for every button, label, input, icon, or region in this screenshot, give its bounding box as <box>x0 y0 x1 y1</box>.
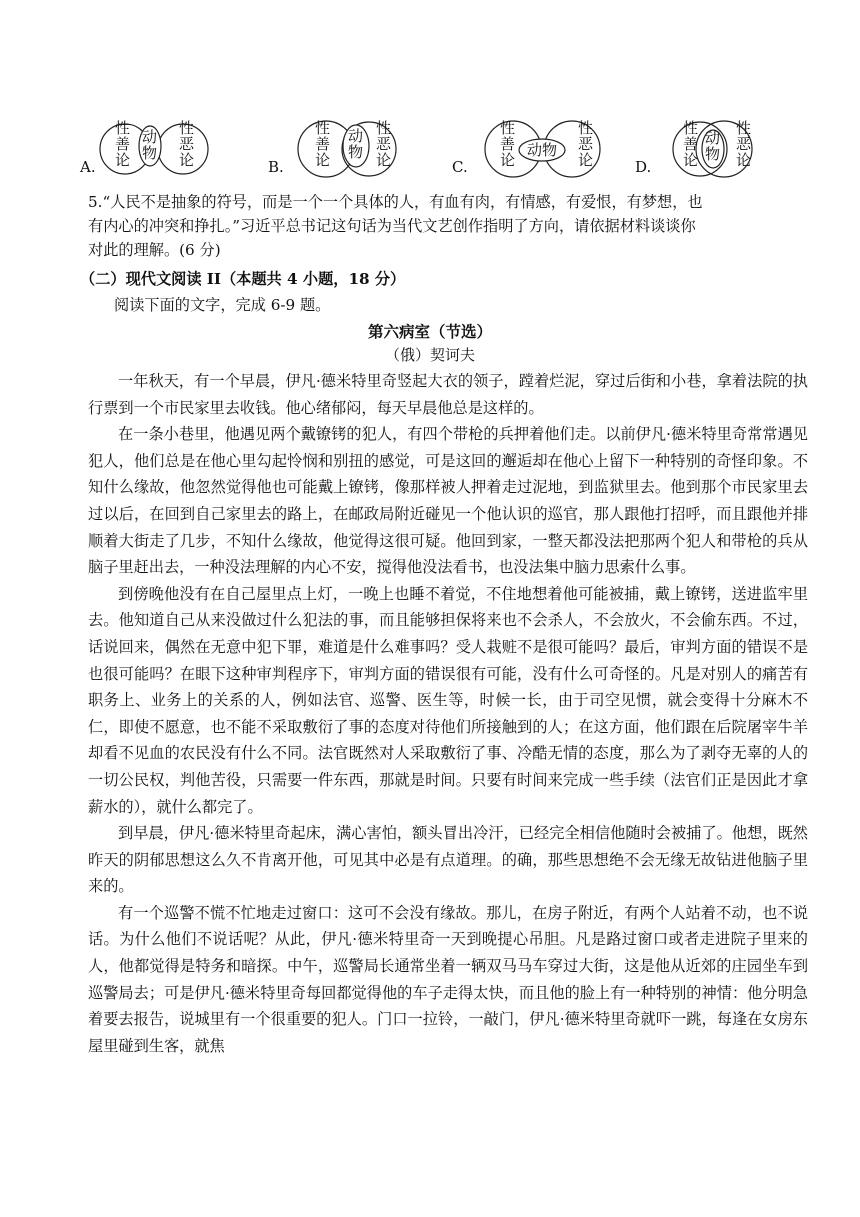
option-letter: C. <box>452 158 468 176</box>
article-body <box>88 368 808 1059</box>
option-b <box>268 114 408 184</box>
venn-right-label: 性恶论 <box>578 119 594 169</box>
venn-mid-label: 动物 <box>527 141 558 159</box>
venn-left-label: 性善论 <box>683 119 699 169</box>
venn-left-label: 性善论 <box>115 119 131 169</box>
venn-left-label: 性善论 <box>500 119 516 169</box>
venn-diagram-c <box>470 114 594 184</box>
article-title: 第六病室（节选） <box>367 322 492 341</box>
venn-mid-label: 动物 <box>348 127 364 161</box>
option-d <box>635 114 775 184</box>
reading-instruction: 阅读下面的文字，完成 6-9 题。 <box>114 296 331 314</box>
article-author: （俄）契诃夫 <box>384 346 475 364</box>
venn-right-label: 性恶论 <box>376 119 392 169</box>
venn-mid-label: 动物 <box>705 129 721 163</box>
answer-options-row <box>80 114 780 184</box>
option-letter: D. <box>635 158 652 176</box>
section-heading: （二）现代文阅读 II（本题共 4 小题，18 分） <box>80 270 406 288</box>
question-5-line: 有内心的冲突和挣扎。”习近平总书记这句话为当代文艺创作指明了方向，请依据材料谈谈你 <box>88 217 696 235</box>
question-5 <box>88 190 808 262</box>
article-paragraph: 在一条小巷里，他遇见两个戴镣铐的犯人，有四个带枪的兵押着他们走。以前伊凡·德米特里奇常常遇见犯人，他们总是在他心里勾起怜悯和别扭的感觉，可是这回的邂逅却在他心上留下一种特别的奇怪印象。不知什么缘故，他忽然觉得他也可能戴上镣铐，像那样被人押着走过泥地，到监狱里去。他到那个市民家里去过以后，在回到自己家里去的路上，在邮政局附近碰见一个他认识的巡官，那人跟他打招呼，而且跟他并排顺着大街走了几步，不知什么缘故，他觉得这很可疑。他回到家，一整天都没法把那两个犯人和带枪的兵从脑子里赶出去，一种没法理解的内心不安，搅得他没法看书，也没法集中脑力思索什么事。 <box>88 425 808 577</box>
article-paragraph: 到早晨，伊凡·德米特里奇起床，满心害怕，额头冒出冷汗，已经完全相信他随时会被捕了。他想，既然昨天的阴郁思想这么久不肯离开他，可见其中必是有点道理。的确，那些思想绝不会无缘无故钻进他脑子里来的。 <box>88 824 808 896</box>
question-5-line: 对此的理解。(6 分) <box>88 241 221 259</box>
venn-left-label: 性善论 <box>315 119 331 169</box>
option-a <box>80 114 220 184</box>
venn-diagram-a <box>98 114 208 184</box>
article-paragraph: 到傍晚他没有在自己屋里点上灯，一晚上也睡不着觉，不住地想着他可能被捕，戴上镣铐，送进监牢里去。他知道自己从来没做过什么犯法的事，而且能够担保将来也不会杀人，不会放火，不会偷东西。不过，话说回来，偶然在无意中犯下罪，难道是什么难事吗？受人栽赃不是很可能吗？最后，审判方面的错误不是也很可能吗？在眼下这种审判程序下，审判方面的错误很有可能，没有什么可奇怪的。凡是对别人的痛苦有职务上、业务上的关系的人，例如法官、巡警、医生等，时候一长，由于司空见惯，就会变得十分麻木不仁，即使不愿意，也不能不采取敷衍了事的态度对待他们所接触到的人；在这方面，他们跟在后院屠宰牛羊却看不见血的农民没有什么不同。法官既然对人采取敷衍了事、冷酷无情的态度，那么为了剥夺无辜的人的一切公民权，判他苦役，只需要一件东西，那就是时间。只要有时间来完成一些手续（法官们正是因此才拿薪水的），就什么都完了。 <box>88 584 808 816</box>
option-letter: A. <box>80 158 96 176</box>
option-letter: B. <box>268 158 284 176</box>
venn-right-label: 性恶论 <box>179 119 195 169</box>
question-5-line: 5.“人民不是抽象的符号，而是一个一个具体的人，有血有肉，有情感，有爱恨，有梦想，也 <box>88 193 703 211</box>
venn-diagram-d <box>653 114 763 184</box>
option-c <box>452 114 592 184</box>
venn-mid-label: 动物 <box>142 128 158 162</box>
article-paragraph: 有一个巡警不慌不忙地走过窗口：这可不会没有缘故。那儿，在房子附近，有两个人站着不动，也不说话。为什么他们不说话呢？从此，伊凡·德米特里奇一天到晚提心吊胆。凡是路过窗口或者走进院子里来的人，他都觉得是特务和暗探。中午，巡警局长通常坐着一辆双马马车穿过大街，这是他从近郊的庄园坐车到巡警局去；可是伊凡·德米特里奇每回都觉得他的车子走得太快，而且他的脸上有一种特别的神情：他分明急着要去报告，说城里有一个很重要的犯人。门口一拉铃，一敲门，伊凡·德米特里奇就吓一跳，每逢在女房东屋里碰到生客，就焦 <box>88 903 808 1055</box>
venn-diagram-b <box>286 114 396 184</box>
article-paragraph: 一年秋天，有一个早晨，伊凡·德米特里奇竖起大衣的领子，蹚着烂泥，穿过后街和小巷，拿着法院的执行票到一个市民家里去收钱。他心绪郁闷，每天早晨他总是这样的。 <box>88 372 808 417</box>
venn-right-label: 性恶论 <box>736 119 752 169</box>
